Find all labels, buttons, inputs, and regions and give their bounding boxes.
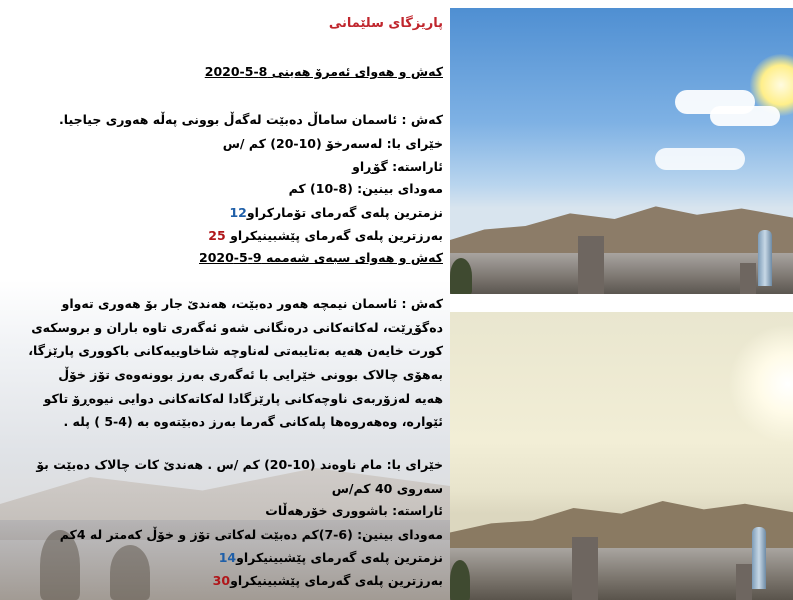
- day2-min-value: 14: [218, 550, 237, 565]
- day1-wind: خێرای با: لەسەرخۆ (10-20) کم /س: [222, 136, 443, 151]
- day2-sky-line: ئێوارە، وەهەروەها پلەکانی گەرما بەرز دەبێتەوە بە (4-5 ) پلە .: [63, 414, 443, 429]
- day2-sky-line: کەش : ئاسمان نیمچە هەور دەبێت، هەندێ جار بۆ هەوری تەواو: [61, 296, 443, 311]
- sun-icon: [728, 324, 793, 444]
- day2-sky-line: دەگۆڕێت، لەکاتەکانی درەنگانی شەو ئەگەری تاوە باران و بروسکەی: [31, 320, 443, 335]
- day1-min-value: 12: [229, 205, 247, 220]
- day2-max-value: 30: [212, 573, 231, 588]
- day2-min-temp: نزمترین پلەی گەرمای پێشبینیکراو14: [218, 550, 443, 565]
- day2-sky-line: کورت خایەن هەیە بەتایبەتی لەناوچە شاخاوییەکانی باکووری پارێزگا،: [28, 343, 443, 358]
- day1-direction: ئاراستە: گۆڕاو: [352, 159, 443, 174]
- day2-visibility: مەودای بینین: (6-7)کم دەبێت لەکاتی تۆز و خۆڵ کەمتر لە 4کم: [59, 527, 443, 542]
- city-photo-clear-sky: [450, 8, 793, 294]
- day2-wind-line: خێرای با: مام ناوەند (10-20) کم /س . هەندێ کات چالاک دەبێت بۆ: [36, 457, 443, 472]
- city-photo-dusty-sky: [450, 312, 793, 600]
- day1-heading: کەش و هەوای ئەمرۆ هەینی 8-5-2020: [204, 64, 443, 79]
- day1-max-temp: بەرزترین پلەی گەرمای پێشبینیکراو 25: [208, 228, 443, 243]
- day2-max-temp: بەرزترین پلەی گەرمای پێشبینیکراو30: [212, 573, 443, 588]
- day2-direction: ئاراستە: باشووری خۆرهەڵات: [265, 503, 443, 518]
- day1-visibility: مەودای بینین: (8-10) کم: [288, 181, 443, 196]
- day1-min-temp: نزمترین پلەی گەرمای تۆمارکراو12: [229, 205, 443, 220]
- page-title: پاریزگای سلێمانی: [328, 16, 443, 31]
- day2-heading: کەش و هەوای سبەی شەممە 9-5-2020: [199, 250, 443, 265]
- day1-sky: کەش : ئاسمان ساماڵ دەبێت لەگەڵ بوونی پەڵە هەوری جیاجیا.: [59, 112, 443, 127]
- day2-sky-line: بەهۆی چالاک بوونی خێرایی با ئەگەری بەرز بوونەوەی تۆز خۆڵ: [58, 367, 443, 382]
- day2-sky-line: هەیە لەزۆربەی ناوچەکانی پارێزگادا لەکاتەکانی دوایی نیوەڕۆ تاکو: [43, 391, 443, 406]
- day1-max-value: 25: [208, 228, 226, 243]
- day2-wind-line: سەروی 40 کم/س: [331, 481, 443, 496]
